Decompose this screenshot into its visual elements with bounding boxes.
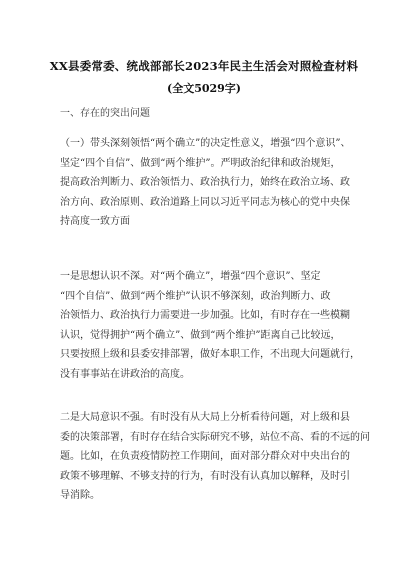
paragraph-line: 认识，觉得拥护“两个确立”、做到“两个维护”距离自己比较远， bbox=[60, 329, 341, 341]
paragraph-3 bbox=[60, 408, 370, 506]
paragraph-line: 导消除。 bbox=[60, 490, 100, 501]
paragraph-line: 只要按照上级和县委安排部署，做好本职工作，不出现大问题就行， bbox=[60, 349, 360, 360]
paragraph-line: 持高度一致方面 bbox=[60, 216, 130, 227]
paragraph-line: （一）带头深刻领悟“两个确立”的决定性意义，增强“四个意识”、 bbox=[60, 138, 351, 149]
paragraph-line: 题。比如，在负责疫情防控工作期间，面对部分群众对中央出台的 bbox=[60, 451, 350, 462]
paragraph-line: 治方向、政治原则、政治道路上同以习近平同志为核心的党中央保 bbox=[60, 196, 350, 208]
paragraph-line: 没有事事站在讲政治的高度。 bbox=[60, 368, 190, 380]
paragraph-line: 坚定“四个自信”、做到“两个维护”。严明政治纪律和政治规矩， bbox=[60, 157, 341, 169]
paragraph-line: 一是思想认识不深。对“两个确立”，增强“四个意识”、坚定 bbox=[60, 271, 321, 282]
section-heading: 一、存在的突出问题 bbox=[60, 108, 150, 119]
paragraph-line: 治领悟力、政治执行力需要进一步加强。比如，有时存在一些模糊 bbox=[60, 310, 350, 321]
paragraph-1 bbox=[60, 134, 356, 232]
paragraph-line: 二是大局意识不强。有时没有从大局上分析看待问题，对上级和县 bbox=[60, 412, 350, 423]
paragraph-2 bbox=[60, 267, 360, 384]
paragraph-line: 提高政治判断力、政治领悟力、政治执行力，始终在政治立场、政 bbox=[60, 177, 350, 188]
paragraph-line: 政策不够理解、不够支持的行为，有时没有认真加以解释，及时引 bbox=[60, 470, 350, 482]
paragraph-line: 委的决策部署，有时存在结合实际研究不够，站位不高、看的不远的问 bbox=[60, 431, 370, 443]
document-subtitle: (全文5029字) bbox=[166, 82, 242, 95]
document-title: XX县委常委、统战部部长2023年民主生活会对照检查材料 bbox=[49, 59, 359, 73]
paragraph-line: “四个自信”、做到“两个维护”认识不够深刻，政治判断力、政 bbox=[60, 290, 331, 302]
